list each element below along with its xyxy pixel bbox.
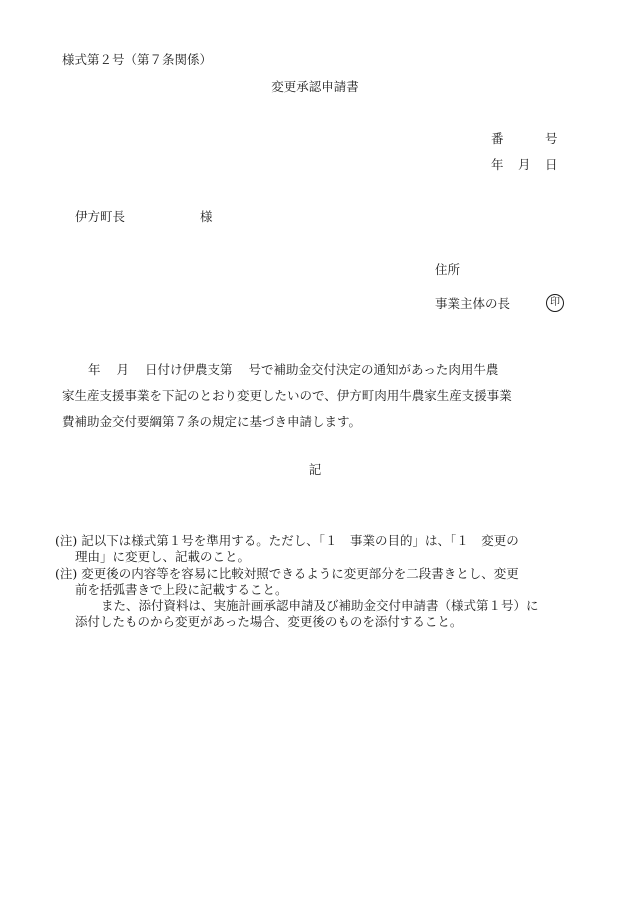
body-line-1 [62,357,582,383]
note-2-line-4: 添付したものから変更があった場合、変更後のものを添付すること。 [75,614,463,630]
body-month: 月 [116,362,130,377]
form-number: 様式第２号（第７条関係） [62,52,213,67]
body-line-2: 家生産支援事業を下記のとおり変更したいので、伊方町肉用牛農家生産支援事業 [62,388,512,403]
reference-number-suffix: 号 [545,131,558,146]
body-line-3: 費補助金交付要綱第７条の規定に基づき申請します。 [62,414,362,429]
ki-heading: 記 [308,462,322,477]
note-1-line-1: (注) 記以下は様式第１号を準用する。ただし、「１ 事業の目的」は、「１ 変更の [55,533,519,548]
reference-number-label: 番 [491,131,504,146]
date-month-label: 月 [518,157,531,172]
recipient-name: 伊方町長 [75,209,126,224]
applicant-title-label: 事業主体の長 [435,296,511,311]
date-year-label: 年 [491,157,504,172]
notes-section [55,533,595,631]
date-day-label: 日 [545,157,558,172]
address-label: 住所 [435,262,461,277]
body-year: 年 [88,362,101,377]
note-2-line-1: (注) 変更後の内容等を容易に比較対照できるように変更部分を二段書きとし、変更 [55,565,519,581]
seal-char: 印 [550,297,560,308]
body-mid: 日付け伊農支第 [145,362,233,377]
body-paragraph [62,357,582,435]
body-tail: 号で補助金交付決定の通知があった肉用牛農 [248,362,499,377]
note-2-line-2: 前を括弧書きで上段に記載すること。 [75,581,288,597]
note-2-line-3: また、添付資料は、実施計画承認申請及び補助金交付申請書（様式第１号）に [101,598,539,614]
seal-mark [546,294,564,312]
recipient-honorific: 様 [200,209,213,224]
note-1-line-2: 理由」に変更し、記載のこと。 [75,549,251,565]
document-title: 変更承認申請書 [271,79,359,94]
